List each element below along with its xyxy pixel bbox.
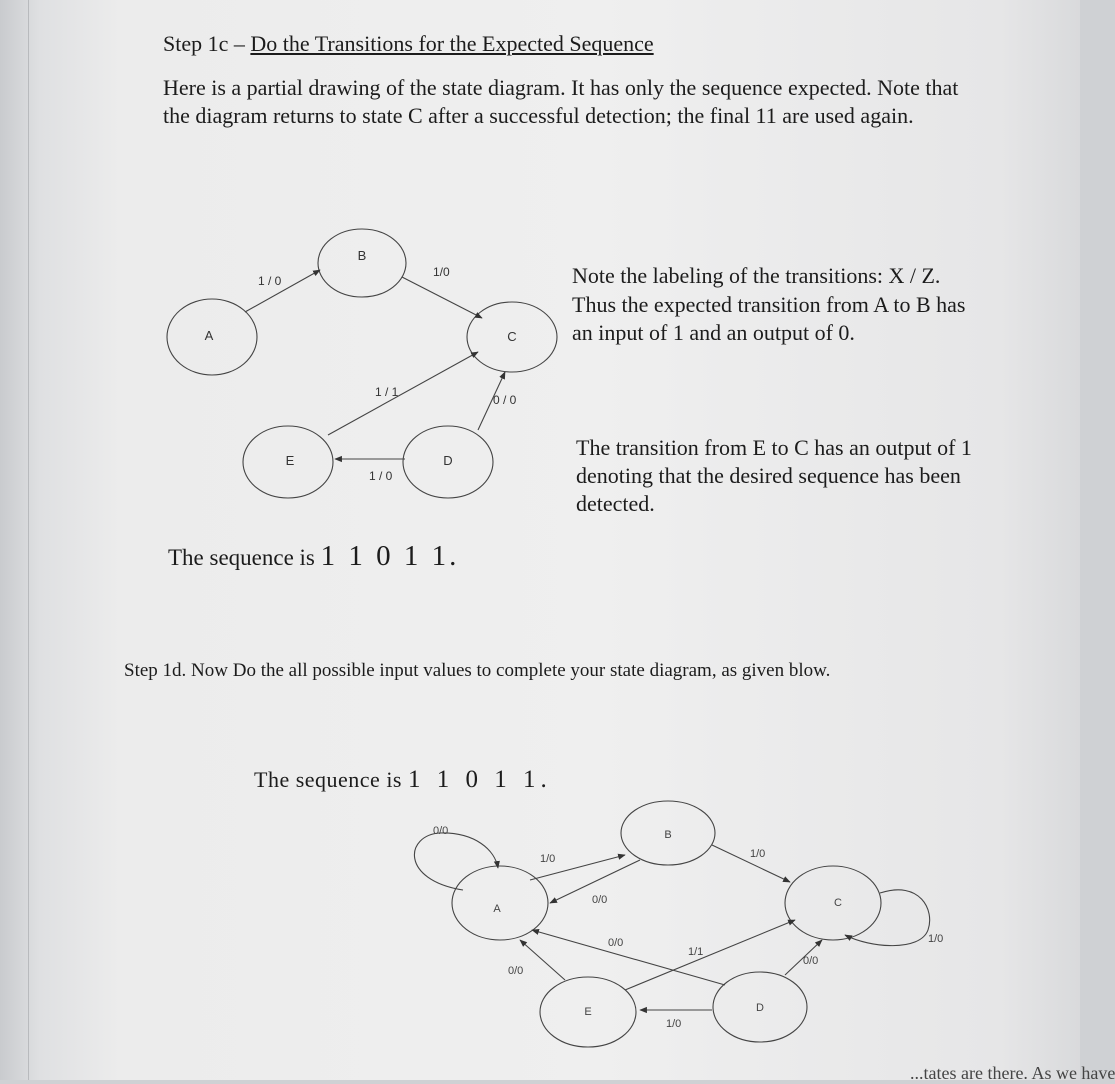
note-detection-output: The transition from E to C has an output of 1 denoting that the desired sequence has been detected. — [576, 435, 972, 516]
diagram-2 — [414, 801, 929, 1047]
d2-state-e-label: E — [584, 1006, 592, 1018]
d1-state-d-label: D — [443, 453, 453, 468]
d2-label-e-c: 1/1 — [688, 946, 704, 958]
d1-state-b — [318, 229, 406, 297]
diagram-1 — [167, 229, 557, 498]
d2-label-c-self: 1/0 — [928, 933, 944, 945]
d2-state-b-label: B — [664, 829, 672, 841]
diagram-2-text — [433, 825, 943, 1030]
d2-edge-e-a — [520, 940, 565, 980]
d2-label-e-a: 0/0 — [508, 965, 524, 977]
d2-label-d-e: 1/0 — [666, 1018, 682, 1030]
sequence-2-label: The sequence is — [254, 767, 408, 792]
step-1c-prefix: Step 1c – — [163, 31, 251, 56]
d2-edge-e-c — [625, 920, 795, 990]
d1-state-a-label: A — [204, 328, 214, 343]
step-1d-heading: Step 1d. Now Do the all possible input values to complete your state diagram, as given blow. — [124, 660, 831, 681]
note-transition-labeling: Note the labeling of the transitions: X / Z. Thus the expected transition from A to B has an input of 1 and an output of 0. — [572, 263, 966, 345]
sequence-line-2 — [254, 766, 552, 794]
d1-label-e-c: 1 / 1 — [375, 385, 399, 399]
d1-label-d-e: 1 / 0 — [369, 469, 393, 483]
d1-edge-a-b — [245, 270, 320, 312]
d1-label-c-d: 0 / 0 — [493, 393, 517, 407]
d2-label-b-a: 0/0 — [592, 894, 608, 906]
d2-edge-c-self — [845, 890, 930, 946]
sequence-1-digits: 1 1 0 1 1. — [320, 540, 460, 572]
intro-paragraph: Here is a partial drawing of the state diagram. It has only the sequence expected. Note that the diagram returns to state C after a successful detection; the final 11 are used again. — [163, 75, 959, 128]
d1-edge-e-c — [328, 352, 478, 435]
d1-state-e-label: E — [285, 453, 295, 468]
d1-label-b-c: 1/0 — [433, 265, 450, 279]
cut-off-bottom-text: ...tates are there. As we have — [910, 1063, 1115, 1083]
d2-state-d-label: D — [756, 1002, 764, 1014]
d2-state-a-label: A — [493, 903, 501, 915]
d1-state-b-label: B — [357, 248, 367, 263]
d1-state-c-label: C — [507, 329, 517, 344]
d2-label-a-b: 1/0 — [540, 853, 556, 865]
d1-label-a-b: 1 / 0 — [258, 274, 282, 288]
d2-edge-a-self — [414, 833, 498, 890]
d2-label-d-a: 0/0 — [608, 937, 624, 949]
sequence-2-digits: 1 1 0 1 1. — [408, 766, 552, 793]
d2-label-a-self: 0/0 — [433, 825, 449, 837]
d2-state-c-label: C — [834, 897, 842, 909]
d2-state-c — [785, 866, 881, 940]
sequence-1-label: The sequence is — [168, 545, 321, 570]
sequence-line-1 — [168, 540, 459, 573]
step-1c-title: Do the Transitions for the Expected Sequence — [250, 31, 654, 56]
diagram-1-text — [205, 248, 517, 483]
d1-edge-b-c — [402, 277, 482, 318]
d2-label-c-d: 0/0 — [803, 955, 819, 967]
d2-label-b-c: 1/0 — [750, 848, 766, 860]
